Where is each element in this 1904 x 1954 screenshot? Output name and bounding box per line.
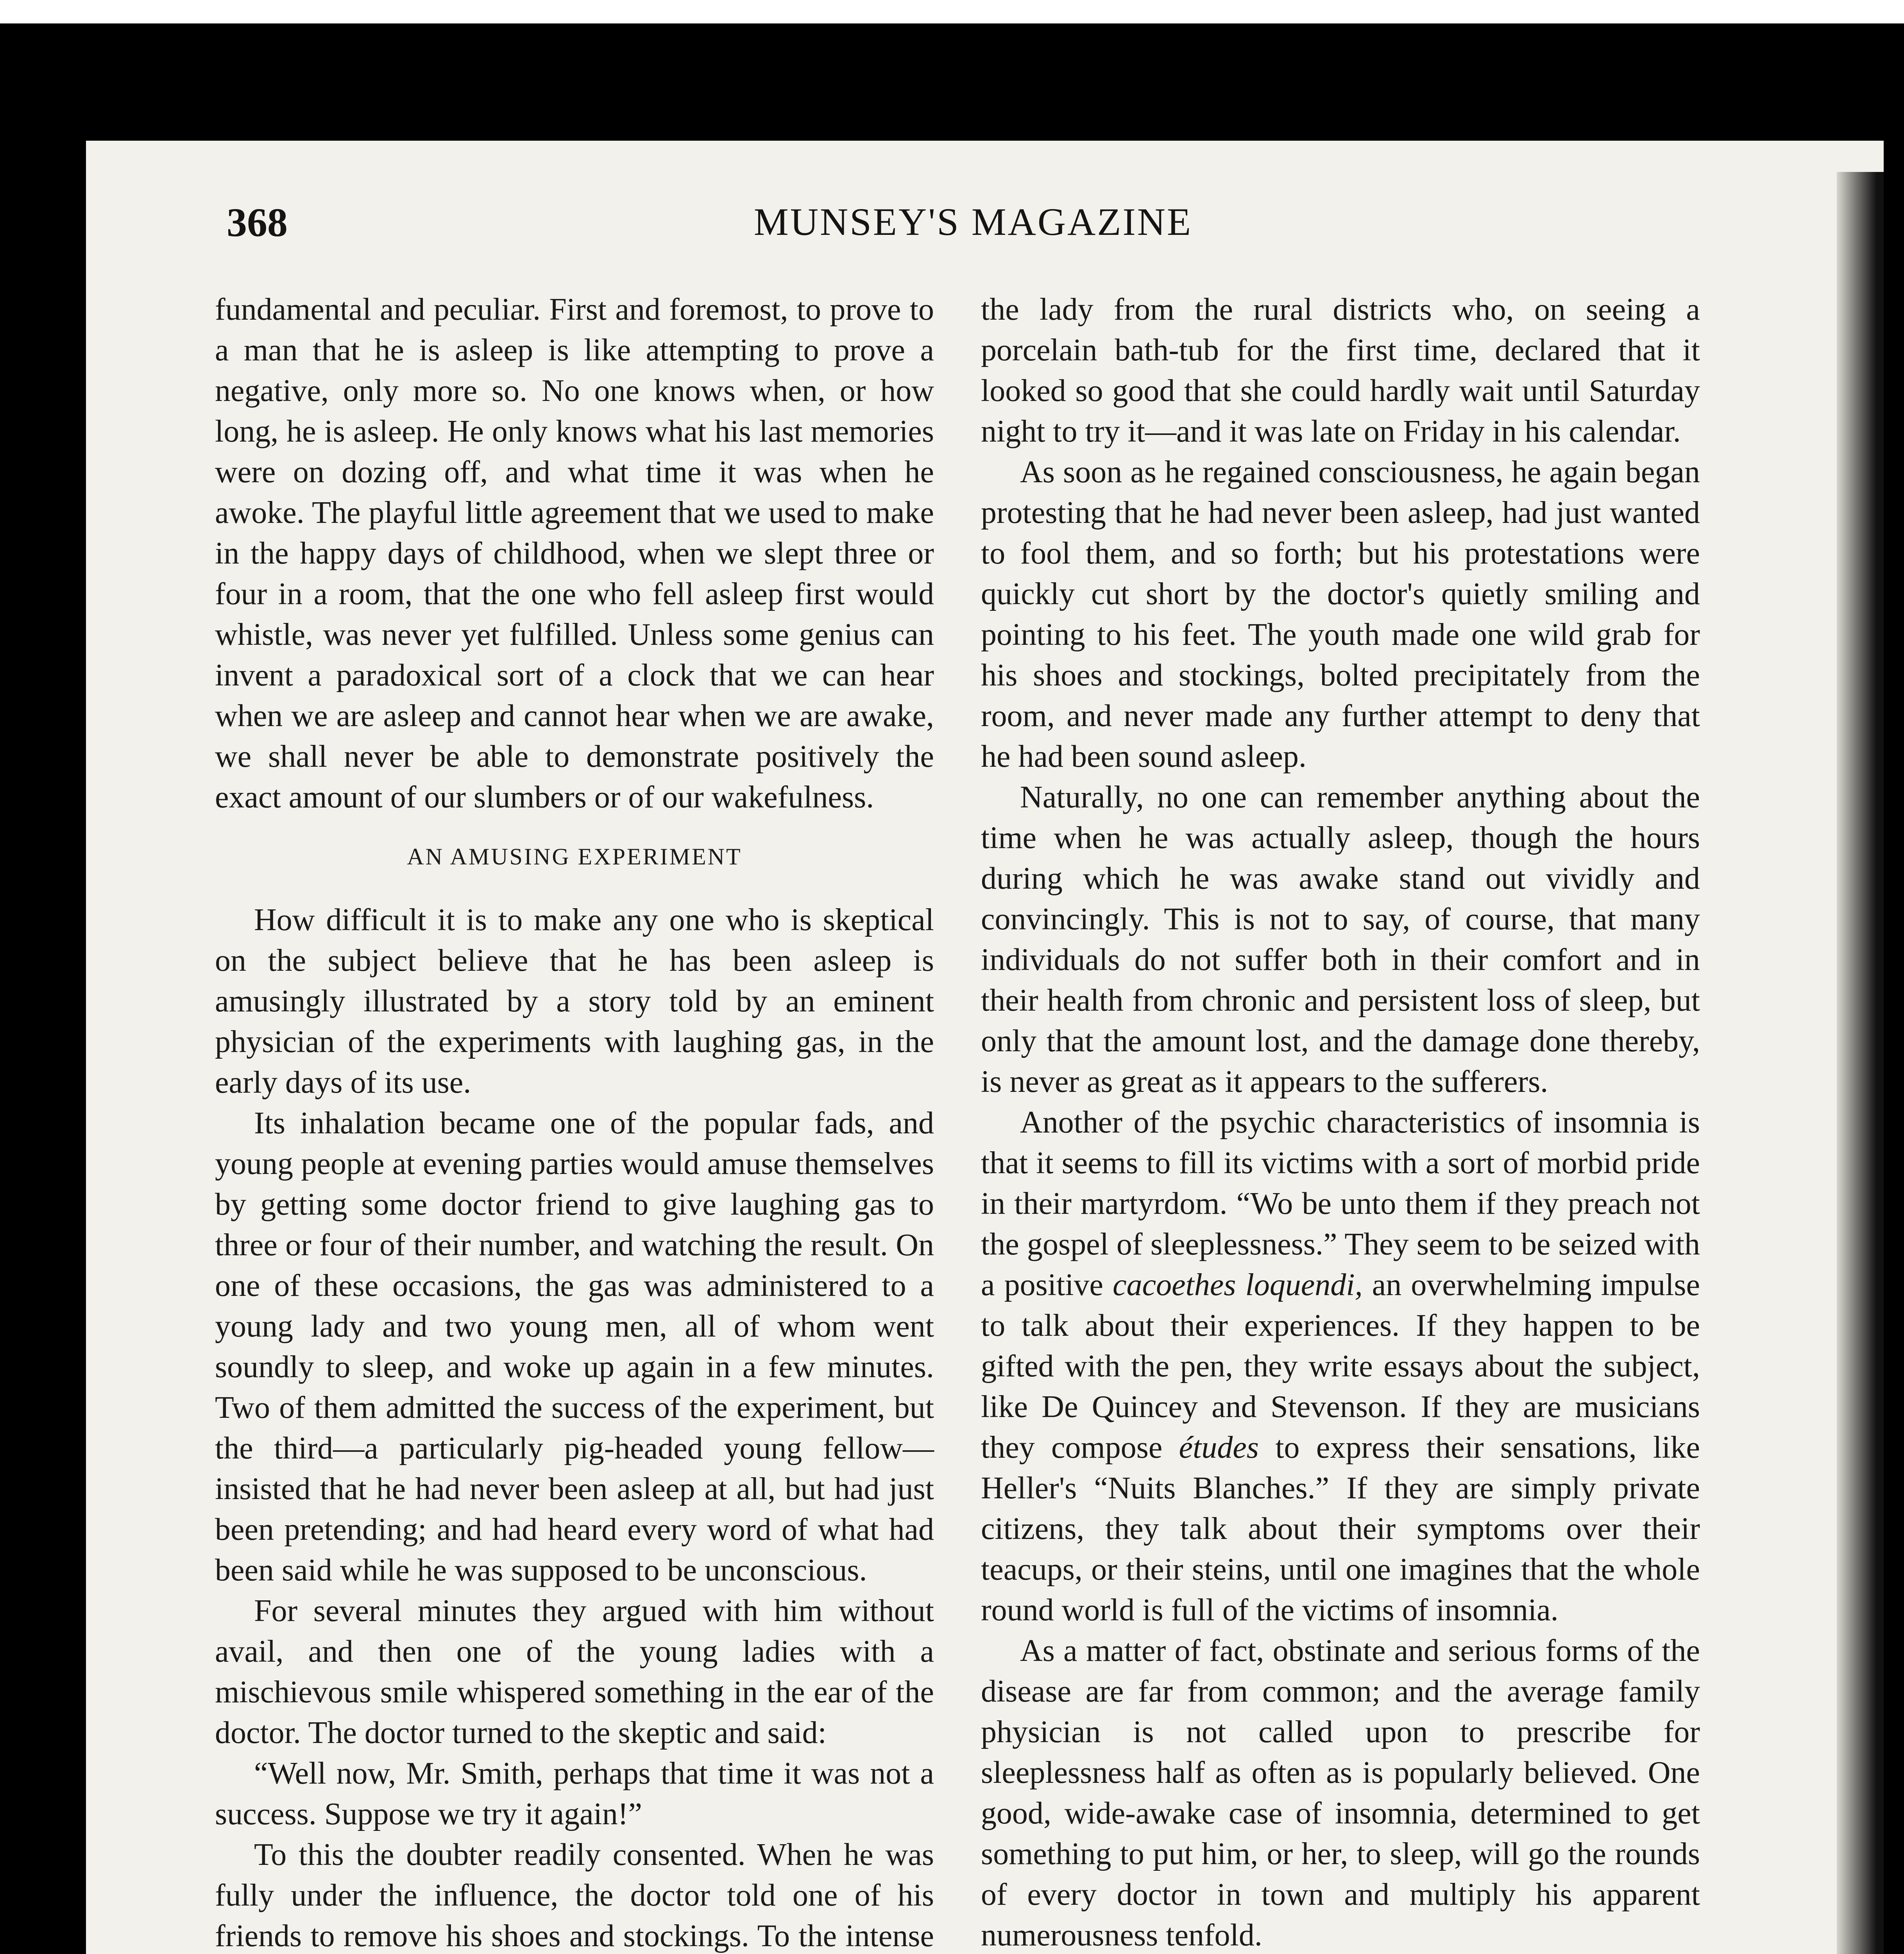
- scan-top-strip: [0, 0, 1904, 23]
- paragraph: As soon as he regained consciousness, he again began protesting that he had never been asleep, had just wanted to fool them, and so forth; but his protestations were quickly cut short by the doctor's quietly smiling and pointing to his feet. The youth made one wild grab for his shoes and stockings, bolted precipitately from the room, and never made any further attempt to deny that he had been sound asleep.: [981, 455, 1700, 774]
- paragraph: How difficult it is to make any one who is skeptical on the subject believe that he has been asleep is amusingly illustrated by a story told by an eminent physician of the experiments with laughing gas, in the early days of its use.: [215, 903, 934, 1100]
- running-title: MUNSEY'S MAGAZINE: [753, 200, 1193, 243]
- paragraph: [981, 1102, 1700, 1630]
- paragraph: As a matter of fact, obstinate and serious forms of the disease are far from common; and the average family physician is not called upon to prescribe for sleeplessness half as often as is popularly believed. One good, wide-awake case of insomnia, determined to get something to put him, or her, to sleep, will go the rounds of every doctor in town and multiply his apparent numerousness tenfold.: [981, 1634, 1700, 1952]
- paragraph-text: Another of the psychic characteristics of insomnia is that it seems to fill its victims with a sort of morbid pride in their martyrdom. “Wo be unto them if they preach not the gospel of sleeplessness.” They seem to be seized with a positive: [981, 1105, 1700, 1302]
- italic-phrase: cacoethes loquendi,: [1113, 1268, 1363, 1302]
- paragraph: Its inhalation became one of the popular fads, and young people at evening parties would amuse themselves by getting some doctor friend to give laughing gas to three or four of their number, and watching the result. On one of these occasions, the gas was administered to a young lady and two young men, all of whom went soundly to sleep, and woke up again in a few minutes. Two of them admitted the success of the experiment, but the third—a particularly pig-headed young fellow—insisted that he had never been asleep at all, but had just been pretending; and had heard every word of what had been said while he was supposed to be unconscious.: [215, 1106, 934, 1587]
- page-header: [227, 199, 1720, 262]
- paragraph: To this the doubter readily consented. When he was fully under the influence, the doctor told one of his friends to remove his shoes and stockings. To the intense: [215, 1838, 934, 1953]
- paragraph-text: an overwhelming impulse to talk about their experiences. If they happen to be gifted with the pen, they write essays about the subject, like De Quincey and Stevenson. If they are musicians they compose: [981, 1268, 1700, 1465]
- article-body: [215, 289, 1731, 1954]
- paragraph: Naturally, no one can remember anything about the time when he was actually asleep, though the hours during which he was awake stand out vividly and convincingly. This is not to say, of course, that many individuals do not suffer both in their comfort and in their health from chronic and persistent loss of sleep, but only that the amount lost, and the damage done thereby, is never as great as it appears to the sufferers.: [981, 780, 1700, 1099]
- page-number: 368: [227, 200, 288, 245]
- left-column: [215, 289, 934, 1954]
- paragraph: For several minutes they argued with him without avail, and then one of the young ladies with a mischievous smile whispered something in the ear of the doctor. The doctor turned to the skeptic and said:: [215, 1594, 934, 1750]
- paragraph: fundamental and peculiar. First and foremost, to prove to a man that he is asleep is like attempting to prove a negative, only more so. No one knows when, or how long, he is asleep. He only knows what his last memories were on dozing off, and what time it was when he awoke. The playful little agreement that we used to make in the happy days of childhood, when we slept three or four in a room, that the one who fell asleep first would whistle, was never yet fulfilled. Unless some genius can invent a paradoxical sort of a clock that we can hear when we are asleep and cannot hear when we are awake, we shall never be able to demonstrate positively the exact amount of our slumbers or of our wakefulness.: [215, 292, 934, 814]
- right-column: [981, 289, 1700, 1954]
- paragraph: the lady from the rural districts who, on seeing a porcelain bath-tub for the first time, declared that it looked so good that she could hardly wait until Saturday night to try it—and it was late on Friday in his calendar.: [981, 292, 1700, 449]
- magazine-page: [86, 141, 1884, 1954]
- paragraph: “Well now, Mr. Smith, perhaps that time it was not a success. Suppose we try it again!”: [215, 1756, 934, 1831]
- page-edge-shadow: [1837, 172, 1884, 1954]
- italic-phrase: études: [1179, 1430, 1259, 1465]
- section-heading: AN AMUSING EXPERIMENT: [407, 844, 742, 870]
- paragraph-text: to express their sensations, like Heller's “Nuits Blanches.” If they are simply private citizens, they talk about their symptoms over their teacups, or their steins, until one imagines that the whole round world is full of the victims of insomnia.: [981, 1430, 1700, 1627]
